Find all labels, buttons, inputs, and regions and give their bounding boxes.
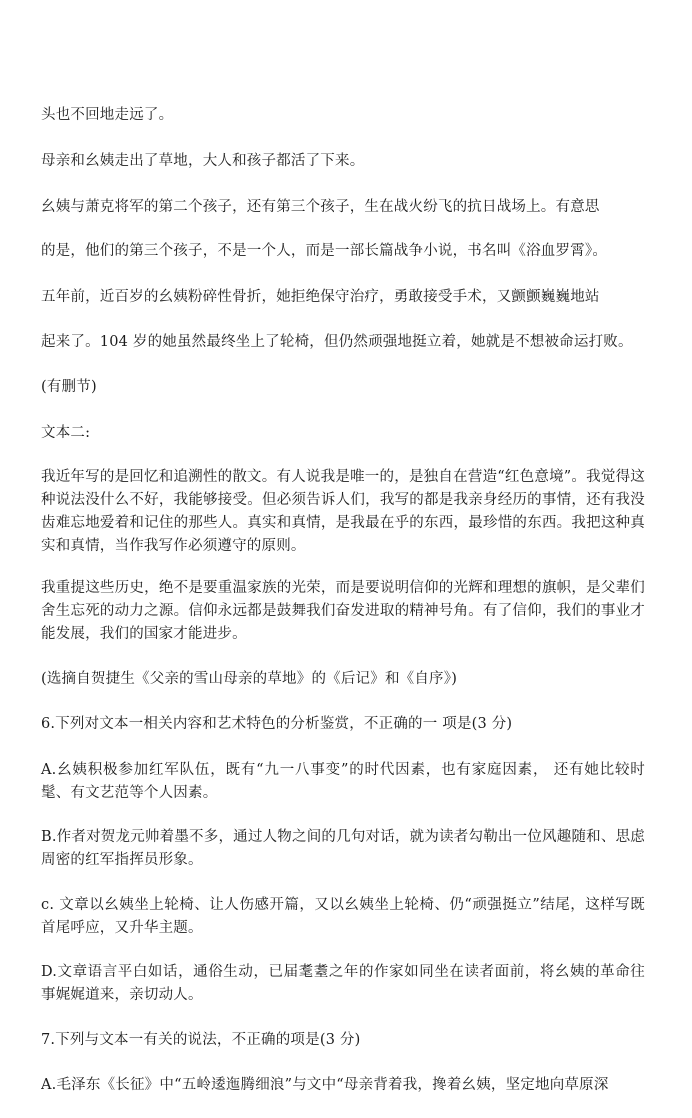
question-7: 7.下列与文本一有关的说法，不正确的项是(3 分) [41, 1032, 361, 1048]
text-line: 幺姨与萧克将军的第二个孩子，还有第三个孩子，生在战火纷飞的抗日战场上。有意思 [41, 199, 600, 215]
section-label: 文本二: [41, 425, 91, 441]
option-c: c. 文章以幺姨坐上轮椅、让人伤感开篇，又以幺姨坐上轮椅、仍“顽强挺立”结尾，这样写既首尾呼应，又升华主题。 [41, 897, 645, 936]
option-b: B.作者对贺龙元帅着墨不多，通过人物之间的几句对话，就为读者勾勒出一位风趣随和、思虑周密的红军指挥员形象。 [41, 829, 645, 868]
source-note: (选摘自贺捷生《父亲的雪山母亲的草地》的《后记》和《自序》) [41, 671, 458, 687]
paragraph: 我近年写的是回忆和追溯性的散文。有人说我是唯一的，是独自在营造“红色意境”。我觉得这种说法没什么不好，我能够接受。但必须告诉人们，我写的都是我亲身经历的事情，还有我没齿难忘地爱着和记住的那些人。真实和真情，是我最在乎的东西，最珍惜的东西。我把这种真实和真情，当作我写作必须遵守的原则。 [41, 469, 645, 554]
option-d: D.文章语言平白如话，通俗生动，已届耄耋之年的作家如同坐在读者面前，将幺姨的革命往事娓娓道来，亲切动人。 [41, 964, 645, 1003]
text-line: 的是，他们的第三个孩子，不是一个人，而是一部长篇战争小说，书名叫《浴血罗霄》。 [41, 243, 608, 259]
text-line: 母亲和幺姨走出了草地，大人和孩子都活了下来。 [41, 153, 365, 169]
text-line: 头也不回地走远了。 [41, 107, 174, 123]
text-line: 起来了。104 岁的她虽然最终坐上了轮椅，但仍然顽强地挺立着，她就是不想被命运打败。 [41, 334, 633, 350]
deletion-note: (有删节) [41, 379, 97, 395]
question-6: 6.下列对文本一相关内容和艺术特色的分析鉴赏，不正确的一 项是(3 分) [41, 716, 513, 732]
option-a-q7: A.毛泽东《长征》中“五岭逶迤腾细浪”与文中“母亲背着我，搀着幺姨，坚定地向草原深 [41, 1077, 609, 1093]
paragraph: 我重提这些历史，绝不是要重温家族的光荣，而是要说明信仰的光辉和理想的旗帜，是父辈们舍生忘死的动力之源。信仰永远都是鼓舞我们奋发进取的精神号角。有了信仰，我们的事业才能发展，我们的国家才能进步。 [41, 580, 645, 642]
option-a: A.幺姨积极参加红军队伍，既有“九一八事变”的时代因素，也有家庭因素， 还有她比较时髦、有文艺范等个人因素。 [41, 762, 645, 801]
text-line: 五年前，近百岁的幺姨粉碎性骨折，她拒绝保守治疗，勇敢接受手术，又颤颤巍巍地站 [41, 289, 600, 305]
